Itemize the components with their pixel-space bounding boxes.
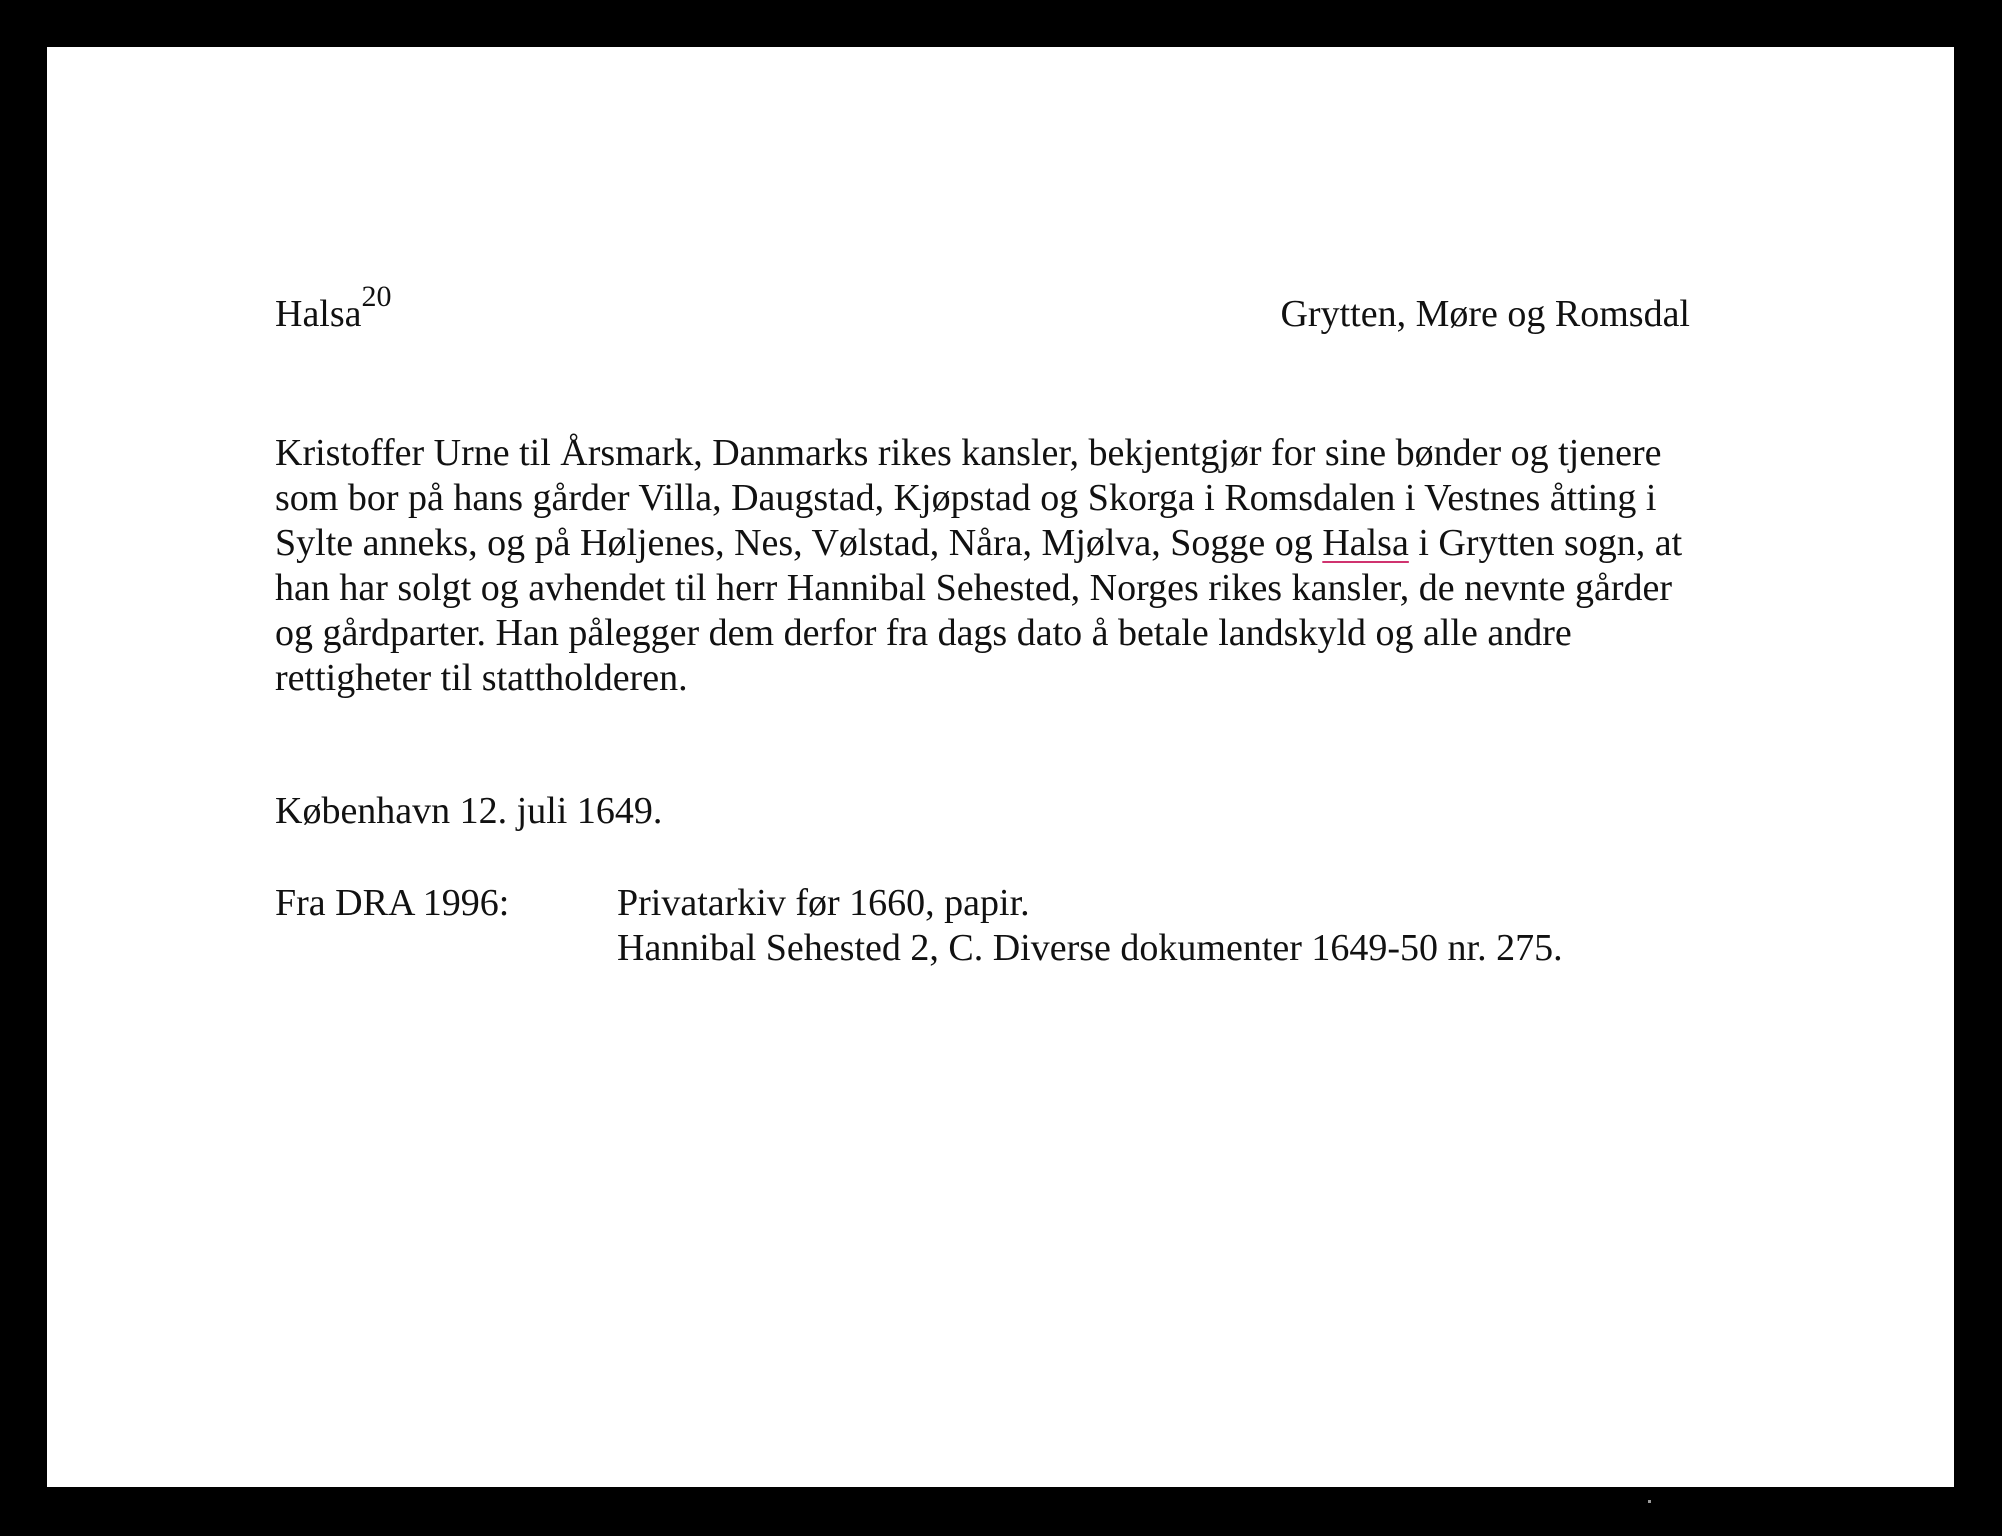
title-text: Halsa xyxy=(275,293,362,335)
body-line-5: og gårdparter. Han pålegger dem derfor fra dags dato å betale landskyld og alle andre xyxy=(275,612,1572,654)
source-reference xyxy=(617,881,1563,971)
body-line-3 xyxy=(275,521,1725,566)
source-line-1: Privatarkiv før 1660, papir. xyxy=(617,882,1030,924)
body-line-4: han har solgt og avhendet til herr Hannibal Sehested, Norges rikes kansler, de nevnte gårder xyxy=(275,567,1673,609)
title-footnote-number: 20 xyxy=(361,280,392,314)
body-paragraph xyxy=(275,431,1725,701)
body-line-2: som bor på hans gårder Villa, Daugstad, Kjøpstad og Skorga i Romsdalen i Vestnes åtting i xyxy=(275,477,1657,519)
body-line-6: rettigheter til stattholderen. xyxy=(275,657,688,699)
place-date-text: København 12. juli 1649. xyxy=(275,790,663,832)
document-title xyxy=(275,280,392,337)
scan-speck xyxy=(1648,1500,1651,1503)
source-line-2: Hannibal Sehested 2, C. Diverse dokumenter 1649-50 nr. 275. xyxy=(617,927,1563,969)
document-card xyxy=(47,47,1954,1487)
underlined-place-name: Halsa xyxy=(1322,522,1409,564)
body-line-1: Kristoffer Urne til Årsmark, Danmarks rikes kansler, bekjentgjør for sine bønder og tjenere xyxy=(275,432,1662,474)
location-text: Grytten, Møre og Romsdal xyxy=(1280,293,1690,335)
source-label: Fra DRA 1996: xyxy=(275,882,510,924)
body-line-3-before: Sylte anneks, og på Høljenes, Nes, Vølstad, Nåra, Mjølva, Sogge og xyxy=(275,522,1323,564)
body-line-3-after: i Grytten sogn, at xyxy=(1408,522,1683,564)
